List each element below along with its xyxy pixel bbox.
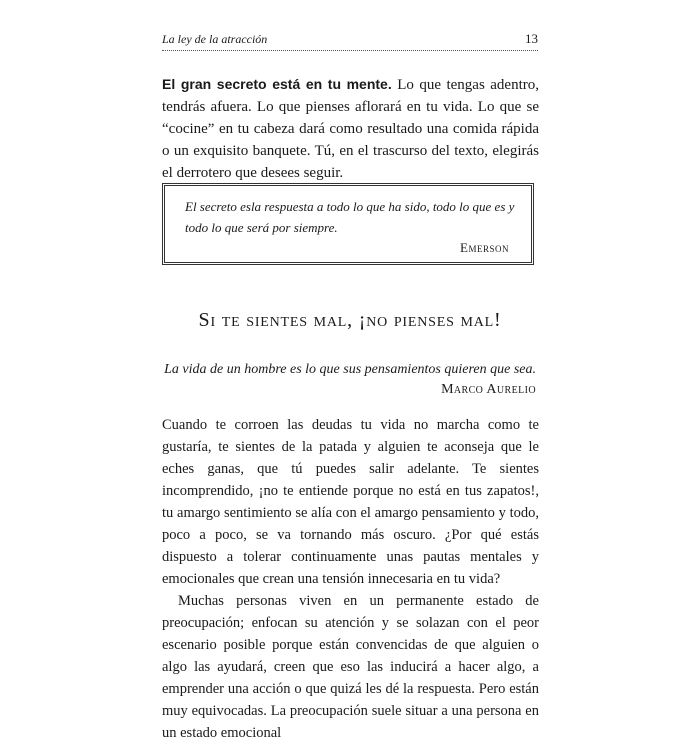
running-header <box>162 30 538 51</box>
intro-text: Lo que tengas adentro, tendrás afuera. Lo que pienses aflorará en tu vida. Lo que se “cocine” en tu cabeza dará como resultado una comida rápida o un exquisito banquete. Tú, en el trascurso del texto, elegirás el derrotero que desees seguir. <box>162 77 540 181</box>
body-paragraph: Cuando te corroen las deudas tu vida no marcha como te gustaría, te sientes de la patada y alguien te aconseja que le eches ganas, que tú puedes salir adelante. Te sientes incomprendido, ¡no te entiende porque no está en tus zapatos!, tu amargo sentimiento se alía con el amargo pensamiento y todo, poco a poco, se va tornando más oscuro. ¿Por qué estás dispuesto a tolerar continuamente unas pautas mentales y emocionales que crean una tensión innecesaria en tu vida? <box>162 417 539 587</box>
quote-text: El secreto esla respuesta a todo lo que ha sido, todo lo que es y todo lo que será por siempre. <box>185 199 515 235</box>
running-title: La ley de la atracción <box>162 32 268 46</box>
intro-paragraph <box>162 73 539 184</box>
epigraph-text: La vida de un hombre es lo que sus pensamientos quieren que sea. <box>164 362 536 377</box>
epigraph <box>162 360 536 400</box>
section-title: Si te sientes mal, ¡no pienses mal! <box>198 309 502 331</box>
quote-box <box>162 183 534 265</box>
page-number: 13 <box>525 31 538 46</box>
epigraph-author: Marco Aurelio <box>441 382 536 397</box>
quote-author: Emerson <box>460 240 509 255</box>
body-paragraph: Muchas personas viven en un permanente estado de preocupación; enfocan su atención y se solazan con el peor escenario posible porque están convencidas de que alguien o algo las ayudará, creen que eso las inducirá a hacer algo, a emprender una acción o que quizá les dé la respuesta. Pero están muy equivocadas. La preocupación suele situar a una persona en un estado emocional <box>162 593 539 741</box>
body-text <box>162 414 539 744</box>
intro-bold-lead: El gran secreto está en tu mente. <box>162 76 392 92</box>
